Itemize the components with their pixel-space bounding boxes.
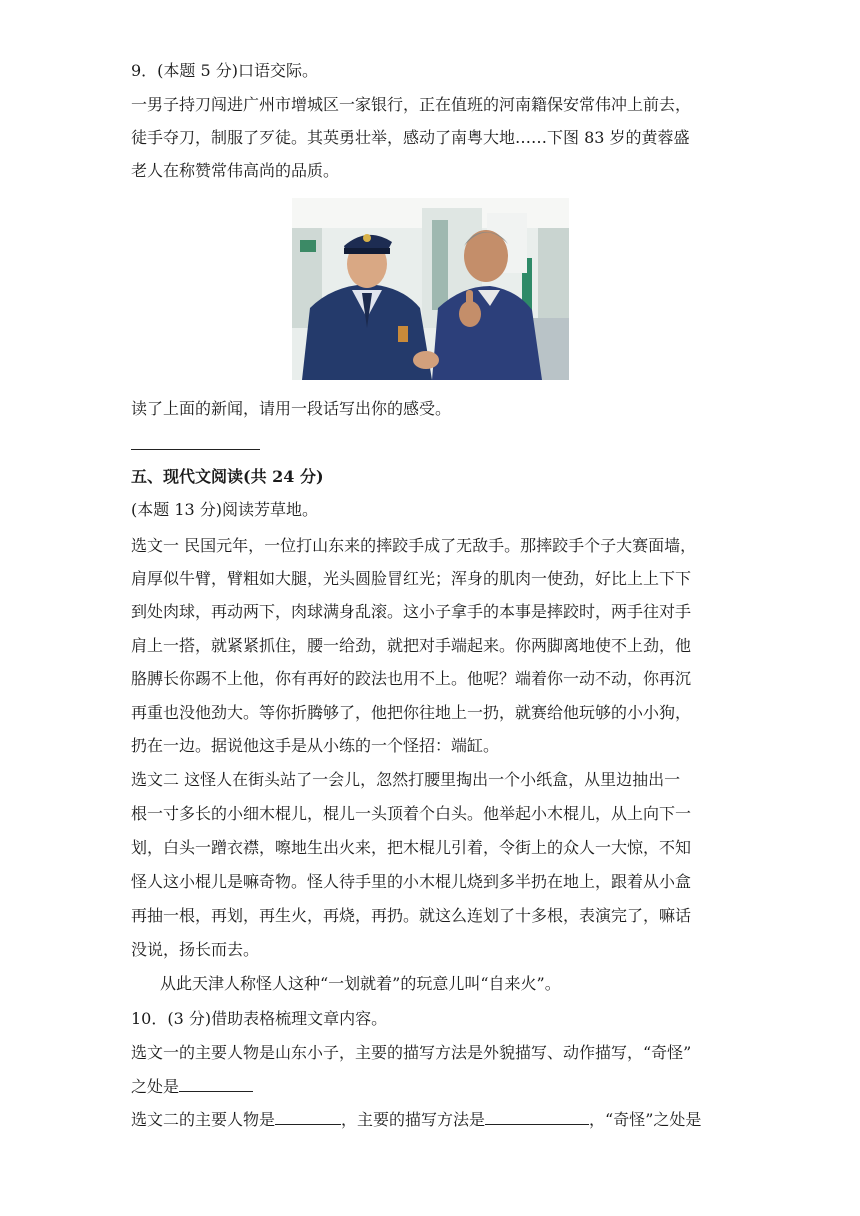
passage-line: 肩厚似牛臂，臂粗如大腿，光头圆脸冒红光；浑身的肌肉一使劲，好比上上下下 [131, 569, 692, 588]
question-10-text: 之处是 [131, 1077, 180, 1096]
section-5-title: 五、现代文阅读(共 24 分) [131, 467, 324, 486]
passage-line: 再抽一根，再划，再生火，再烧，再扔。就这么连划了十多根，表演完了，嘛话 [131, 906, 692, 925]
fill-in-blank[interactable] [485, 1110, 589, 1125]
passage-line: 划，白头一蹭衣襟，嚓地生出火来，把木棍儿引着，令街上的众人一大惊，不知 [131, 838, 692, 857]
passage-line: 从此天津人称怪人这种“一划就着”的玩意儿叫“自来火”。 [160, 974, 561, 993]
passage-line: 肩上一搭，就紧紧抓住，腰一给劲，就把对手端起来。你两脚离地使不上劲，他 [131, 636, 692, 655]
question-10-text: ，主要的描写方法是 [341, 1110, 486, 1129]
news-photo [292, 198, 569, 380]
question-9-instruction: 读了上面的新闻，请用一段话写出你的感受。 [131, 399, 452, 418]
passage-line: 胳膊长你踢不上他，你有再好的跤法也用不上。他呢？端着你一动不动，你再沉 [131, 669, 692, 688]
question-10-text: 选文二的主要人物是 [131, 1110, 276, 1129]
news-photo-illustration [292, 198, 569, 380]
fill-in-blank[interactable] [275, 1110, 341, 1125]
question-9-text-line: 一男子持刀闯进广州市增城区一家银行，正在值班的河南籍保安常伟冲上前去， [131, 95, 692, 114]
passage-line: 再重也没他劲大。等你折腾够了，他把你往地上一扔，就赛给他玩够的小小狗， [131, 703, 692, 722]
question-9-text-line: 老人在称赞常伟高尚的品质。 [131, 161, 340, 180]
section-5-intro: (本题 13 分)阅读芳草地。 [131, 500, 319, 519]
answer-blank-line [131, 449, 260, 450]
question-9-header: 9．(本题 5 分)口语交际。 [131, 61, 319, 80]
question-9-text-line: 徒手夺刀，制服了歹徒。其英勇壮举，感动了南粤大地……下图 83 岁的黄蓉盛 [131, 128, 690, 147]
question-10-line [131, 1077, 253, 1097]
question-10-line [131, 1110, 701, 1130]
passage-line: 扔在一边。据说他这手是从小练的一个怪招：端缸。 [131, 736, 500, 755]
question-10-text: ，“奇怪”之处是 [589, 1110, 702, 1129]
passage-line: 选文二 这怪人在街头站了一会儿，忽然打腰里掏出一个小纸盒，从里边抽出一 [131, 770, 681, 789]
passage-line: 怪人这小棍儿是嘛奇物。怪人待手里的小木棍儿烧到多半扔在地上，跟着从小盒 [131, 872, 692, 891]
question-10-line: 选文一的主要人物是山东小子，主要的描写方法是外貌描写、动作描写，“奇怪” [131, 1043, 692, 1062]
passage-line: 没说，扬长而去。 [131, 940, 260, 959]
question-10-header: 10．(3 分)借助表格梳理文章内容。 [131, 1009, 388, 1028]
passage-line: 选文一 民国元年，一位打山东来的摔跤手成了无敌手。那摔跤手个子大赛面墙， [131, 536, 697, 555]
passage-line: 到处肉球，再动两下，肉球满身乱滚。这小子拿手的本事是摔跤时，两手往对手 [131, 602, 692, 621]
passage-line: 根一寸多长的小细木棍儿，棍儿一头顶着个白头。他举起小木棍儿，从上向下一 [131, 804, 692, 823]
fill-in-blank[interactable] [179, 1077, 253, 1092]
